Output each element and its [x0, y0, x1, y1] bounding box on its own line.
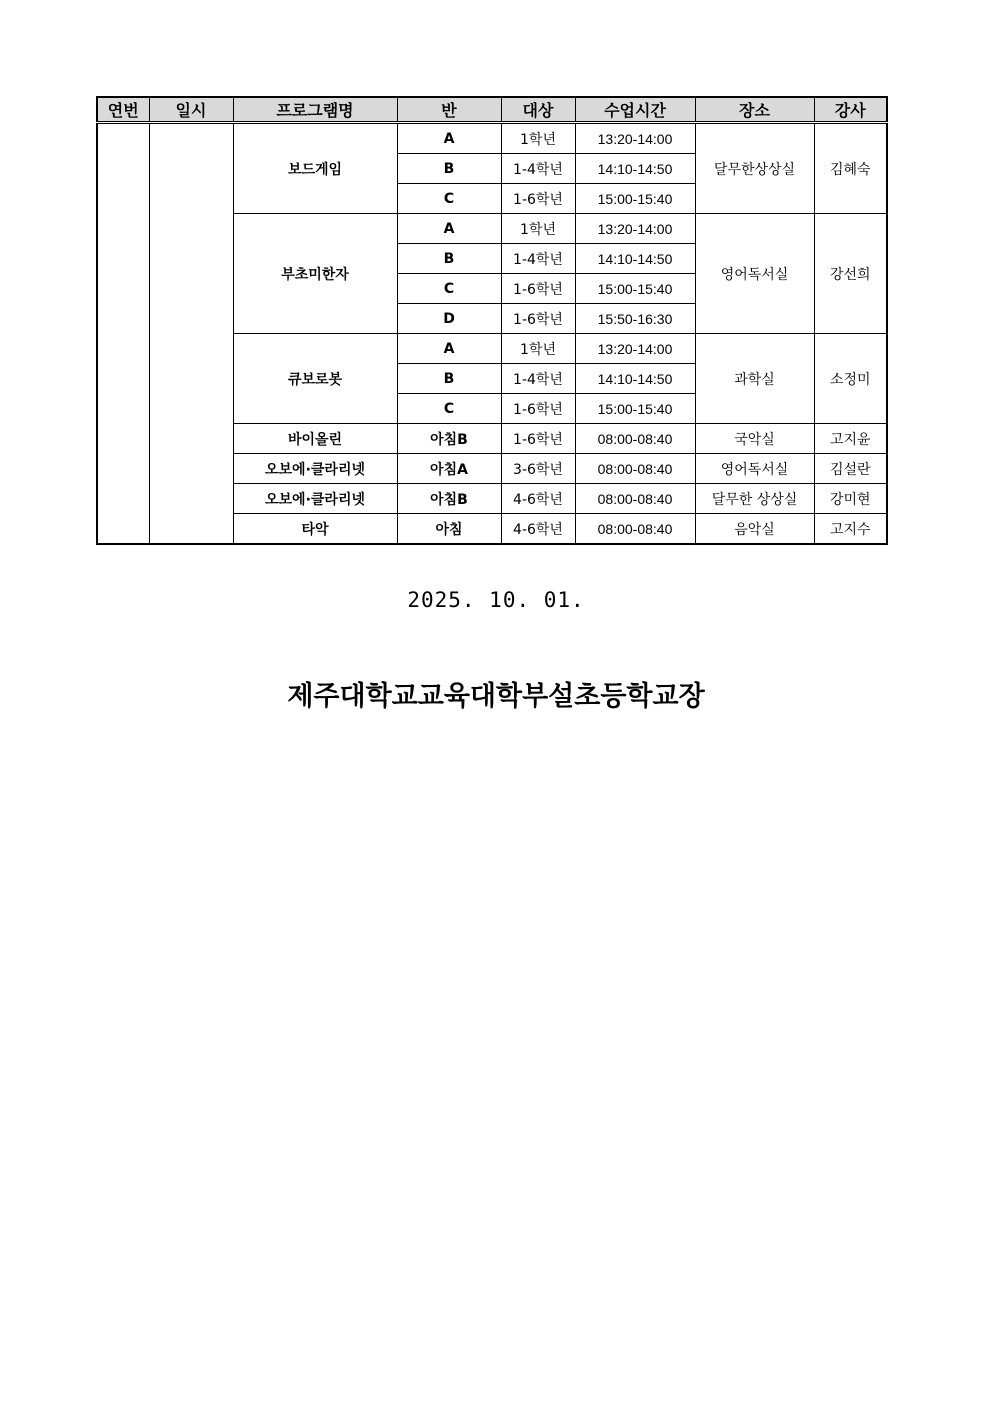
cell-time: 08:00-08:40 — [575, 454, 695, 484]
cell-time: 14:10-14:50 — [575, 364, 695, 394]
cell-target: 1-4학년 — [501, 244, 575, 274]
cell-no — [97, 123, 149, 545]
cell-time: 15:00-15:40 — [575, 184, 695, 214]
cell-target: 1-6학년 — [501, 184, 575, 214]
cell-time: 15:00-15:40 — [575, 394, 695, 424]
cell-class: 아침 — [397, 514, 501, 545]
cell-time: 14:10-14:50 — [575, 154, 695, 184]
cell-target: 4-6학년 — [501, 484, 575, 514]
header-teacher: 강사 — [814, 97, 887, 123]
cell-program: 오보에·클라리넷 — [233, 484, 397, 514]
cell-class: 아침B — [397, 424, 501, 454]
cell-place: 영어독서실 — [695, 214, 814, 334]
cell-target: 1-4학년 — [501, 364, 575, 394]
cell-class: B — [397, 364, 501, 394]
cell-time: 08:00-08:40 — [575, 484, 695, 514]
header-class: 반 — [397, 97, 501, 123]
cell-time: 15:00-15:40 — [575, 274, 695, 304]
cell-class: C — [397, 184, 501, 214]
cell-place: 음악실 — [695, 514, 814, 545]
cell-target: 1학년 — [501, 123, 575, 154]
cell-target: 1학년 — [501, 334, 575, 364]
cell-program: 보드게임 — [233, 123, 397, 214]
cell-target: 3-6학년 — [501, 454, 575, 484]
cell-teacher: 김설란 — [814, 454, 887, 484]
cell-class: 아침A — [397, 454, 501, 484]
cell-date — [149, 123, 233, 545]
cell-place: 과학실 — [695, 334, 814, 424]
cell-teacher: 소정미 — [814, 334, 887, 424]
cell-class: 아침B — [397, 484, 501, 514]
cell-class: C — [397, 274, 501, 304]
cell-place: 영어독서실 — [695, 454, 814, 484]
cell-time: 15:50-16:30 — [575, 304, 695, 334]
cell-teacher: 고지수 — [814, 514, 887, 545]
cell-time: 13:20-14:00 — [575, 123, 695, 154]
header-program: 프로그램명 — [233, 97, 397, 123]
table-row — [97, 123, 887, 154]
cell-teacher: 김혜숙 — [814, 123, 887, 214]
cell-program: 타악 — [233, 514, 397, 545]
header-place: 장소 — [695, 97, 814, 123]
cell-class: C — [397, 394, 501, 424]
cell-place: 국악실 — [695, 424, 814, 454]
cell-time: 13:20-14:00 — [575, 214, 695, 244]
cell-teacher: 고지윤 — [814, 424, 887, 454]
cell-class: A — [397, 123, 501, 154]
cell-time: 14:10-14:50 — [575, 244, 695, 274]
header-target: 대상 — [501, 97, 575, 123]
cell-target: 4-6학년 — [501, 514, 575, 545]
cell-class: D — [397, 304, 501, 334]
cell-teacher: 강미현 — [814, 484, 887, 514]
cell-class: B — [397, 154, 501, 184]
cell-class: A — [397, 214, 501, 244]
cell-target: 1-6학년 — [501, 424, 575, 454]
header-date: 일시 — [149, 97, 233, 123]
cell-time: 08:00-08:40 — [575, 514, 695, 545]
header-no: 연번 — [97, 97, 149, 123]
cell-target: 1학년 — [501, 214, 575, 244]
cell-program: 큐보로봇 — [233, 334, 397, 424]
cell-program: 바이올린 — [233, 424, 397, 454]
cell-teacher: 강선희 — [814, 214, 887, 334]
header-row — [97, 97, 887, 123]
cell-target: 1-6학년 — [501, 274, 575, 304]
schedule-table — [96, 96, 888, 545]
cell-place: 달무한상상실 — [695, 123, 814, 214]
cell-time: 08:00-08:40 — [575, 424, 695, 454]
header-time: 수업시간 — [575, 97, 695, 123]
issuer-title: 제주대학교교육대학부설초등학교장 — [287, 681, 705, 712]
cell-place: 달무한 상상실 — [695, 484, 814, 514]
cell-program: 부초미한자 — [233, 214, 397, 334]
cell-program: 오보에·클라리넷 — [233, 454, 397, 484]
cell-class: A — [397, 334, 501, 364]
cell-target: 1-4학년 — [501, 154, 575, 184]
cell-class: B — [397, 244, 501, 274]
cell-target: 1-6학년 — [501, 394, 575, 424]
cell-target: 1-6학년 — [501, 304, 575, 334]
document-date: 2025. 10. 01. — [407, 588, 585, 612]
cell-time: 13:20-14:00 — [575, 334, 695, 364]
